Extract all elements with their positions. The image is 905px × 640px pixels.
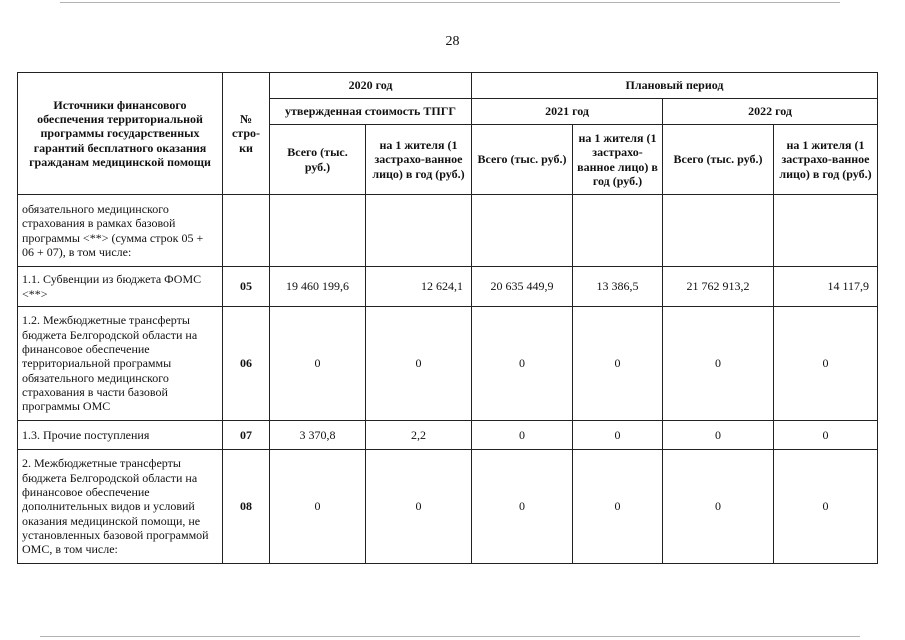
cell-total-2020: 0 — [270, 307, 366, 421]
table-row — [18, 307, 878, 421]
cell-per-capita-2020: 12 624,1 — [366, 267, 472, 307]
cell-per-capita-2020: 2,2 — [366, 421, 472, 450]
row-number: 05 — [223, 267, 270, 307]
header-year-2020: 2020 год — [270, 73, 472, 99]
row-label: 2. Межбюджетные трансферты бюджета Белгородской области на финансовое обеспечение дополнительных видов и условий оказания медицинской помощи, не установленных базовой программой ОМС, в том числе: — [18, 450, 223, 564]
cell-per-capita-2021: 0 — [573, 421, 663, 450]
row-label: обязательного медицинского страхования в рамках базовой программы <**> (сумма строк 05 + 06 + 07), в том числе: — [18, 195, 223, 267]
cell-per-capita-2022: 0 — [774, 421, 878, 450]
cell-total-2022: 0 — [663, 307, 774, 421]
cell-per-capita-2021: 0 — [573, 307, 663, 421]
row-label: 1.1. Субвенции из бюджета ФОМС <**> — [18, 267, 223, 307]
header-source: Источники финансового обеспечения территориальной программы государственных гарантий бесплатного оказания гражданам медицинской помощи — [18, 73, 223, 195]
cell-per-capita-2021 — [573, 195, 663, 267]
cell-total-2020: 0 — [270, 450, 366, 564]
cell-total-2022 — [663, 195, 774, 267]
table-row — [18, 267, 878, 307]
row-number: 08 — [223, 450, 270, 564]
cell-total-2022: 0 — [663, 421, 774, 450]
cell-total-2020 — [270, 195, 366, 267]
cell-per-capita-2020 — [366, 195, 472, 267]
row-number — [223, 195, 270, 267]
cell-total-2020: 3 370,8 — [270, 421, 366, 450]
page-number: 28 — [445, 34, 460, 49]
cell-total-2022: 21 762 913,2 — [663, 267, 774, 307]
cell-per-capita-2021: 0 — [573, 450, 663, 564]
row-label: 1.3. Прочие поступления — [18, 421, 223, 450]
cell-per-capita-2020: 0 — [366, 450, 472, 564]
header-total-2021: Всего (тыс. руб.) — [472, 125, 573, 195]
row-number: 07 — [223, 421, 270, 450]
table-row — [18, 450, 878, 564]
header-total-2022: Всего (тыс. руб.) — [663, 125, 774, 195]
header-per-capita-2020: на 1 жителя (1 застрахо-ванное лицо) в год (руб.) — [366, 125, 472, 195]
header-per-capita-2021: на 1 жителя (1 застрахо-ванное лицо) в год (руб.) — [573, 125, 663, 195]
cell-total-2021 — [472, 195, 573, 267]
scan-edge-line-top — [60, 2, 840, 3]
cell-per-capita-2022: 0 — [774, 450, 878, 564]
cell-per-capita-2020: 0 — [366, 307, 472, 421]
header-total-2020: Всего (тыс. руб.) — [270, 125, 366, 195]
cell-total-2021: 0 — [472, 421, 573, 450]
header-year-2021: 2021 год — [472, 99, 663, 125]
cell-total-2020: 19 460 199,6 — [270, 267, 366, 307]
row-number: 06 — [223, 307, 270, 421]
cell-total-2021: 0 — [472, 450, 573, 564]
cell-per-capita-2022: 0 — [774, 307, 878, 421]
header-row-number: № стро-ки — [223, 73, 270, 195]
header-year-2022: 2022 год — [663, 99, 878, 125]
financing-table — [17, 72, 878, 564]
table-row — [18, 195, 878, 267]
row-label: 1.2. Межбюджетные трансферты бюджета Белгородской области на финансовое обеспечение территориальной программы обязательного медицинского страхования в части базовой программы ОМС — [18, 307, 223, 421]
header-planned-period: Плановый период — [472, 73, 878, 99]
cell-per-capita-2022 — [774, 195, 878, 267]
cell-per-capita-2022: 14 117,9 — [774, 267, 878, 307]
header-approved-cost: утвержденная стоимость ТПГГ — [270, 99, 472, 125]
cell-total-2022: 0 — [663, 450, 774, 564]
cell-total-2021: 0 — [472, 307, 573, 421]
header-per-capita-2022: на 1 жителя (1 застрахо-ванное лицо) в год (руб.) — [774, 125, 878, 195]
cell-total-2021: 20 635 449,9 — [472, 267, 573, 307]
scan-edge-line-bottom — [40, 636, 860, 637]
table-row — [18, 421, 878, 450]
cell-per-capita-2021: 13 386,5 — [573, 267, 663, 307]
